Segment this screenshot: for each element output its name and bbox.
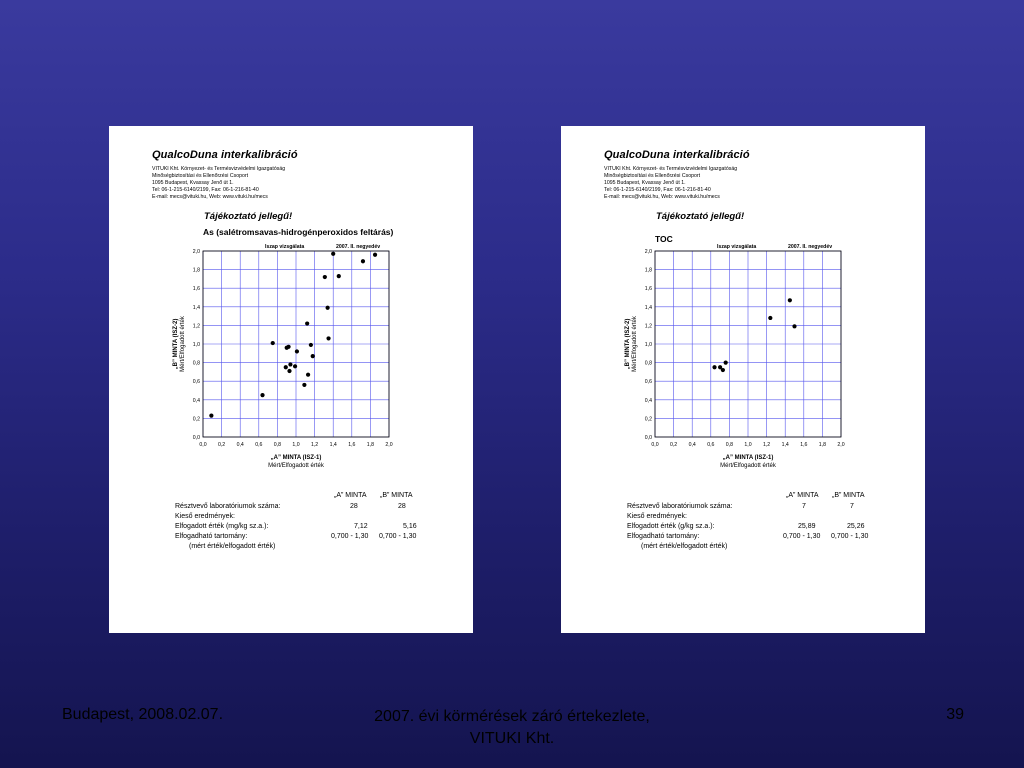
data-point: [337, 274, 341, 278]
data-point: [788, 298, 792, 302]
stats-value-a: 25,89: [798, 523, 816, 530]
brand-title: QualcoDuna interkalibráció: [152, 149, 298, 161]
data-point: [326, 306, 330, 310]
y-tick-label: 0,4: [644, 397, 652, 404]
org-line: Minőségbiztosítási és Ellenőrzési Csoport: [604, 173, 701, 179]
y-axis-subtitle: Mért/Elfogadott érték: [632, 316, 638, 372]
x-tick-label: 0,4: [688, 442, 696, 448]
x-tick-label: 0,4: [236, 442, 244, 448]
x-tick-label: 1,2: [310, 442, 319, 448]
y-tick-label: 1,6: [644, 286, 652, 293]
chart-header-left: Iszap vizsgálata: [717, 244, 757, 250]
stats-value-b: 28: [398, 503, 406, 510]
stats-label: Kieső eredmények:: [175, 513, 235, 520]
footer-event: 2007. évi körmérések záró értekezlete, VITUKI Kht.: [374, 708, 650, 747]
stats-label: (mért érték/elfogadott érték): [189, 543, 276, 550]
y-tick-label: 1,0: [192, 342, 200, 348]
org-line: E-mail: mecs@vituki.hu, Web: www.vituki.hu/mecs: [152, 194, 268, 200]
x-tick-label: 1,0: [744, 442, 752, 448]
y-tick-label: 0,8: [192, 360, 200, 367]
y-tick-label: 0,2: [192, 416, 200, 423]
y-tick-label: 0,0: [192, 435, 200, 441]
org-line: Tel: 06-1-215-6140/2199, Fax: 06-1-216-81-40: [604, 187, 711, 193]
stats-label: Résztvevő laboratóriumok száma:: [627, 503, 733, 510]
y-tick-label: 2,0: [192, 249, 200, 255]
y-tick-label: 1,4: [644, 304, 652, 311]
y-tick-label: 2,0: [644, 249, 652, 255]
data-point: [373, 253, 377, 257]
y-axis-title: „B” MINTA (ISZ-2): [173, 318, 179, 370]
x-tick-label: 0,0: [199, 442, 207, 448]
x-tick-label: 1,8: [818, 442, 827, 448]
x-tick-label: 1,2: [762, 442, 771, 448]
stats-value-b: 0,700 - 1,30: [831, 533, 869, 540]
informative-notice: Tájékoztató jellegű!: [204, 211, 293, 222]
x-tick-label: 0,2: [217, 442, 226, 448]
x-tick-label: 0,6: [707, 442, 715, 448]
stats-value-a: 7,12: [354, 523, 368, 530]
data-point: [712, 365, 716, 369]
data-point: [331, 252, 335, 256]
data-point: [326, 336, 330, 340]
org-line: Tel: 06-1-215-6140/2199, Fax: 06-1-216-81-40: [152, 187, 259, 193]
x-tick-label: 1,8: [366, 442, 375, 448]
x-tick-label: 1,4: [329, 442, 337, 448]
stats-value-a: 28: [350, 503, 358, 510]
scatter-chart-as: [109, 236, 473, 471]
slide-number: 39: [946, 706, 964, 723]
data-point: [209, 414, 213, 418]
x-axis-title: „A” MINTA (ISZ-1): [270, 455, 322, 461]
stats-value-b: 25,26: [847, 523, 865, 530]
y-tick-label: 0,6: [192, 379, 200, 386]
scatter-chart-toc: [561, 236, 925, 471]
data-point: [724, 361, 728, 365]
brand-title: QualcoDuna interkalibráció: [604, 149, 750, 161]
org-line: VITUKI Kht. Környezet- és Termésvizvédelmi Igazgatóság: [152, 166, 286, 172]
organization-info: [604, 166, 737, 201]
chart-header-right: 2007. II. negyedév: [788, 244, 833, 250]
data-point: [293, 364, 297, 368]
statistics-table: [561, 492, 925, 562]
x-tick-label: 1,6: [348, 442, 356, 448]
data-point: [295, 349, 299, 353]
stats-label: (mért érték/elfogadott érték): [641, 543, 728, 550]
y-tick-label: 0,8: [644, 360, 652, 367]
data-point: [311, 354, 315, 358]
org-line: VITUKI Kht. Környezet- és Termésvizvédelmi Igazgatóság: [604, 166, 738, 172]
stats-value-a: 0,700 - 1,30: [331, 533, 369, 540]
stats-label: Elfogadható tartomány:: [175, 533, 248, 540]
data-point: [323, 275, 327, 279]
y-axis-subtitle: Mért/Elfogadott érték: [180, 316, 186, 372]
x-tick-label: 0,2: [669, 442, 678, 448]
x-tick-label: 0,8: [273, 442, 282, 448]
organization-info: [152, 166, 285, 201]
chart-panel-right: [561, 126, 925, 633]
x-tick-label: 1,0: [292, 442, 300, 448]
data-point: [260, 393, 264, 397]
y-tick-label: 1,2: [192, 323, 200, 330]
data-point: [287, 369, 291, 373]
x-tick-label: 2,0: [385, 442, 393, 448]
data-point: [271, 341, 275, 345]
x-tick-label: 0,8: [725, 442, 734, 448]
y-tick-label: 1,4: [192, 304, 200, 311]
data-point: [768, 316, 772, 320]
x-tick-label: 1,6: [800, 442, 808, 448]
y-tick-label: 1,0: [644, 342, 652, 348]
x-tick-label: 0,0: [651, 442, 659, 448]
data-point: [361, 259, 365, 263]
stats-label: Kieső eredmények:: [627, 513, 687, 520]
x-tick-label: 1,4: [781, 442, 789, 448]
data-point: [305, 321, 309, 325]
chart-title: TOC: [655, 234, 673, 244]
chart-header-right: 2007. II. negyedév: [336, 244, 381, 250]
chart-panel-left: [109, 126, 473, 633]
stats-label: Elfogadott érték (g/kg sz.a.):: [627, 523, 715, 530]
y-tick-label: 0,6: [644, 379, 652, 386]
stats-header-a: „A” MINTA: [786, 492, 819, 499]
data-point: [792, 324, 796, 328]
x-axis-subtitle: Mért/Elfogadott érték: [720, 463, 776, 469]
data-point: [286, 345, 290, 349]
stats-label: Résztvevő laboratóriumok száma:: [175, 503, 281, 510]
x-tick-label: 2,0: [837, 442, 845, 448]
org-line: 1095 Budapest, Kvassay Jenő út 1.: [152, 180, 234, 186]
y-tick-label: 1,8: [644, 267, 652, 274]
chart-header-left: Iszap vizsgálata: [265, 244, 305, 250]
x-tick-label: 0,6: [255, 442, 263, 448]
x-axis-subtitle: Mért/Elfogadott érték: [268, 463, 324, 469]
stats-header-a: „A” MINTA: [334, 492, 367, 499]
stats-header-b: „B” MINTA: [380, 492, 413, 499]
stats-value-b: 0,700 - 1,30: [379, 533, 417, 540]
data-point: [309, 343, 313, 347]
y-tick-label: 0,0: [644, 435, 652, 441]
stats-value-b: 5,16: [403, 523, 417, 530]
org-line: Minőségbiztosítási és Ellenőrzési Csoport: [152, 173, 249, 179]
data-point: [288, 362, 292, 366]
stats-value-a: 0,700 - 1,30: [783, 533, 821, 540]
data-point: [284, 365, 288, 369]
org-line: 1095 Budapest, Kvassay Jenő út 1.: [604, 180, 686, 186]
stats-value-a: 7: [802, 503, 806, 510]
org-line: E-mail: mecs@vituki.hu, Web: www.vituki.hu/mecs: [604, 194, 720, 200]
y-tick-label: 1,2: [644, 323, 652, 330]
stats-value-b: 7: [850, 503, 854, 510]
y-tick-label: 1,8: [192, 267, 200, 274]
statistics-table: [109, 492, 473, 562]
stats-header-b: „B” MINTA: [832, 492, 865, 499]
informative-notice: Tájékoztató jellegű!: [656, 211, 745, 222]
data-point: [302, 383, 306, 387]
data-point: [721, 368, 725, 372]
data-point: [306, 373, 310, 377]
y-axis-title: „B” MINTA (ISZ-2): [625, 318, 631, 370]
stats-label: Elfogadott érték (mg/kg sz.a.):: [175, 523, 269, 530]
stats-label: Elfogadható tartomány:: [627, 533, 700, 540]
y-tick-label: 1,6: [192, 286, 200, 293]
footer-date: Budapest, 2008.02.07.: [62, 706, 224, 723]
y-tick-label: 0,2: [644, 416, 652, 423]
y-tick-label: 0,4: [192, 397, 200, 404]
chart-title: As (salétromsavas-hidrogénperoxidos feltárás): [203, 227, 394, 237]
x-axis-title: „A” MINTA (ISZ-1): [722, 455, 774, 461]
